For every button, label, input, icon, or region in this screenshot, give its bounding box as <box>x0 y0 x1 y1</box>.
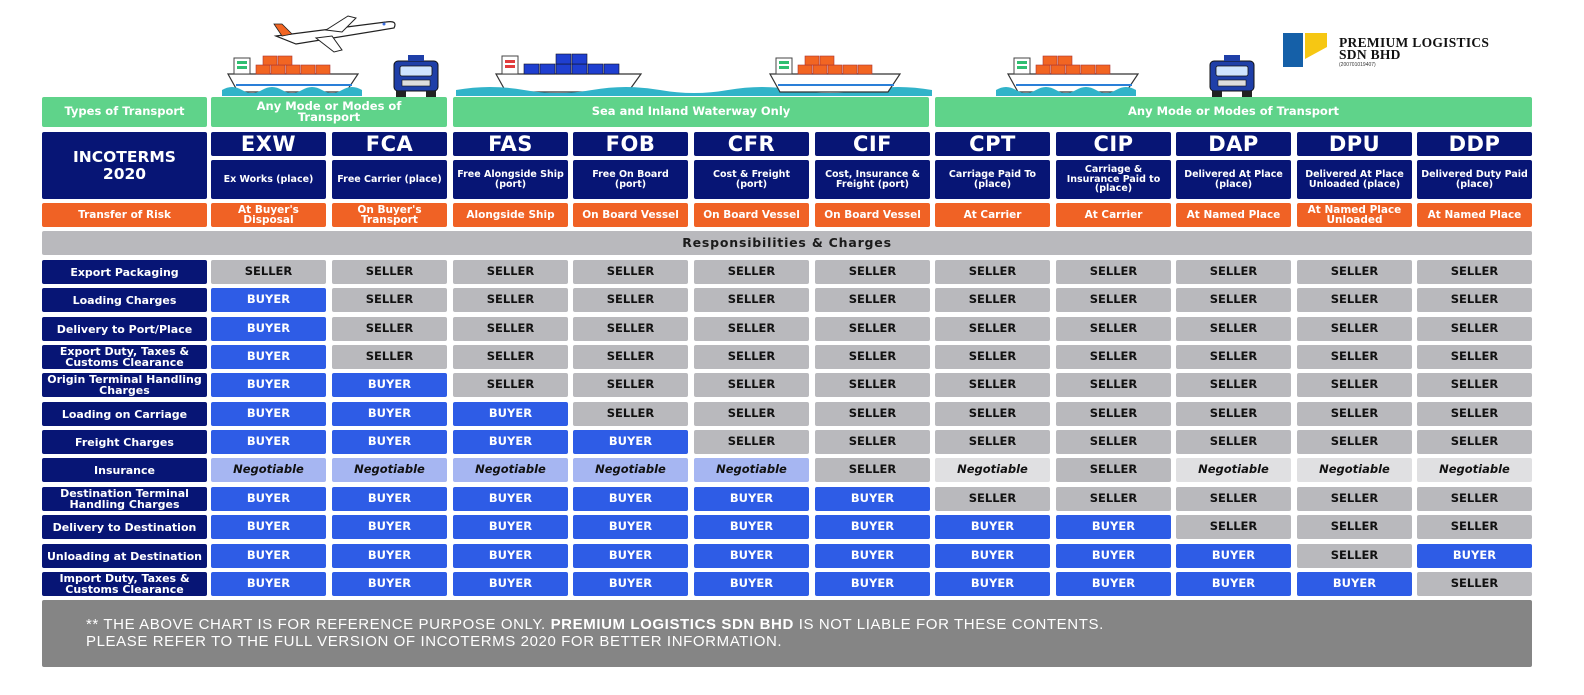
cell-unloading-at-destination-dap: BUYER <box>1176 544 1291 568</box>
cell-export-packaging-cpt: SELLER <box>935 260 1050 284</box>
cell-destination-terminal-handling-charges-cif: BUYER <box>815 487 930 511</box>
transfer-of-risk-dpu: At Named Place Unloaded <box>1297 203 1412 227</box>
cell-freight-charges-exw: BUYER <box>211 430 326 454</box>
cell-loading-on-carriage-fca: BUYER <box>332 402 447 426</box>
cell-delivery-to-port-place-dap: SELLER <box>1176 317 1291 341</box>
cell-origin-terminal-handling-charges-fas: SELLER <box>453 373 568 397</box>
cell-export-packaging-fas: SELLER <box>453 260 568 284</box>
cell-delivery-to-port-place-fob: SELLER <box>573 317 688 341</box>
cell-unloading-at-destination-fas: BUYER <box>453 544 568 568</box>
cell-origin-terminal-handling-charges-fob: SELLER <box>573 373 688 397</box>
cell-destination-terminal-handling-charges-fca: BUYER <box>332 487 447 511</box>
term-fullname-cpt: Carriage Paid To (place) <box>935 160 1050 199</box>
cell-export-duty-taxes-customs-clearance-fob: SELLER <box>573 345 688 369</box>
cell-loading-charges-fca: SELLER <box>332 288 447 312</box>
cell-delivery-to-destination-cif: BUYER <box>815 515 930 539</box>
cell-freight-charges-fas: BUYER <box>453 430 568 454</box>
cell-unloading-at-destination-ddp: BUYER <box>1417 544 1532 568</box>
cell-delivery-to-destination-cpt: BUYER <box>935 515 1050 539</box>
cell-export-packaging-exw: SELLER <box>211 260 326 284</box>
cell-loading-charges-cfr: SELLER <box>694 288 809 312</box>
cell-destination-terminal-handling-charges-fob: BUYER <box>573 487 688 511</box>
cell-export-packaging-ddp: SELLER <box>1417 260 1532 284</box>
cell-import-duty-taxes-customs-clearance-exw: BUYER <box>211 572 326 596</box>
cell-delivery-to-port-place-cif: SELLER <box>815 317 930 341</box>
cell-freight-charges-fca: BUYER <box>332 430 447 454</box>
cell-import-duty-taxes-customs-clearance-cip: BUYER <box>1056 572 1171 596</box>
row-label-export-packaging: Export Packaging <box>42 260 207 284</box>
cell-loading-on-carriage-cip: SELLER <box>1056 402 1171 426</box>
cell-loading-charges-cip: SELLER <box>1056 288 1171 312</box>
cell-import-duty-taxes-customs-clearance-ddp: SELLER <box>1417 572 1532 596</box>
cell-delivery-to-destination-fca: BUYER <box>332 515 447 539</box>
cell-loading-on-carriage-exw: BUYER <box>211 402 326 426</box>
term-fullname-fas: Free Alongside Ship (port) <box>453 160 568 199</box>
company-logo <box>1283 33 1543 69</box>
cell-unloading-at-destination-cip: BUYER <box>1056 544 1171 568</box>
cell-export-duty-taxes-customs-clearance-cif: SELLER <box>815 345 930 369</box>
cell-loading-charges-fas: SELLER <box>453 288 568 312</box>
term-code-dap: DAP <box>1176 132 1291 156</box>
responsibilities-header: Responsibilities & Charges <box>42 231 1532 255</box>
company-name-line2: SDN BHD <box>1339 47 1401 62</box>
term-code-fas: FAS <box>453 132 568 156</box>
transfer-of-risk-dap: At Named Place <box>1176 203 1291 227</box>
airplane-icon <box>274 16 395 52</box>
cell-origin-terminal-handling-charges-cif: SELLER <box>815 373 930 397</box>
cell-unloading-at-destination-cfr: BUYER <box>694 544 809 568</box>
transfer-of-risk-cip: At Carrier <box>1056 203 1171 227</box>
row-label-delivery-to-port-place: Delivery to Port/Place <box>42 317 207 341</box>
cell-freight-charges-cfr: SELLER <box>694 430 809 454</box>
cargo-ship-icon <box>770 56 900 92</box>
cell-loading-on-carriage-cfr: SELLER <box>694 402 809 426</box>
cell-loading-on-carriage-fas: BUYER <box>453 402 568 426</box>
cell-export-duty-taxes-customs-clearance-cfr: SELLER <box>694 345 809 369</box>
term-code-dpu: DPU <box>1297 132 1412 156</box>
cell-export-packaging-dpu: SELLER <box>1297 260 1412 284</box>
cell-import-duty-taxes-customs-clearance-fob: BUYER <box>573 572 688 596</box>
cell-freight-charges-fob: BUYER <box>573 430 688 454</box>
cell-insurance-fas: Negotiable <box>453 458 568 482</box>
row-label-origin-terminal-handling-charges: Origin Terminal Handling Charges <box>42 373 207 397</box>
cell-insurance-dpu: Negotiable <box>1297 458 1412 482</box>
transfer-of-risk-cfr: On Board Vessel <box>694 203 809 227</box>
cell-import-duty-taxes-customs-clearance-cpt: BUYER <box>935 572 1050 596</box>
cargo-ship-icon <box>228 56 358 92</box>
cell-unloading-at-destination-cpt: BUYER <box>935 544 1050 568</box>
cell-delivery-to-port-place-cip: SELLER <box>1056 317 1171 341</box>
cell-export-packaging-dap: SELLER <box>1176 260 1291 284</box>
cell-loading-charges-ddp: SELLER <box>1417 288 1532 312</box>
cell-origin-terminal-handling-charges-fca: BUYER <box>332 373 447 397</box>
cell-insurance-fob: Negotiable <box>573 458 688 482</box>
transfer-of-risk-fob: On Board Vessel <box>573 203 688 227</box>
cell-delivery-to-port-place-fas: SELLER <box>453 317 568 341</box>
term-fullname-dpu: Delivered At Place Unloaded (place) <box>1297 160 1412 199</box>
cargo-ship-icon <box>1008 56 1138 92</box>
cell-origin-terminal-handling-charges-cfr: SELLER <box>694 373 809 397</box>
cell-loading-on-carriage-cpt: SELLER <box>935 402 1050 426</box>
company-registration: (200701019407) <box>1339 62 1376 68</box>
cell-export-packaging-cif: SELLER <box>815 260 930 284</box>
transfer-of-risk-cif: On Board Vessel <box>815 203 930 227</box>
cell-loading-charges-cpt: SELLER <box>935 288 1050 312</box>
transport-group-sea: Sea and Inland Waterway Only <box>453 97 929 127</box>
cargo-ship-icon <box>496 54 641 92</box>
cell-freight-charges-cif: SELLER <box>815 430 930 454</box>
cell-freight-charges-cip: SELLER <box>1056 430 1171 454</box>
cell-insurance-cpt: Negotiable <box>935 458 1050 482</box>
term-code-exw: EXW <box>211 132 326 156</box>
cell-insurance-cif: SELLER <box>815 458 930 482</box>
term-code-fca: FCA <box>332 132 447 156</box>
company-logo-icon <box>1283 33 1327 67</box>
cell-destination-terminal-handling-charges-ddp: SELLER <box>1417 487 1532 511</box>
cell-loading-charges-dap: SELLER <box>1176 288 1291 312</box>
truck-icon <box>394 55 438 98</box>
cell-unloading-at-destination-fob: BUYER <box>573 544 688 568</box>
row-label-unloading-at-destination: Unloading at Destination <box>42 544 207 568</box>
cell-export-packaging-cfr: SELLER <box>694 260 809 284</box>
cell-loading-on-carriage-fob: SELLER <box>573 402 688 426</box>
cell-freight-charges-dpu: SELLER <box>1297 430 1412 454</box>
term-fullname-dap: Delivered At Place (place) <box>1176 160 1291 199</box>
cell-freight-charges-cpt: SELLER <box>935 430 1050 454</box>
cell-insurance-cip: SELLER <box>1056 458 1171 482</box>
cell-destination-terminal-handling-charges-fas: BUYER <box>453 487 568 511</box>
term-fullname-fca: Free Carrier (place) <box>332 160 447 199</box>
cell-unloading-at-destination-dpu: SELLER <box>1297 544 1412 568</box>
row-label-destination-terminal-handling-charges: Destination Terminal Handling Charges <box>42 487 207 511</box>
term-code-cpt: CPT <box>935 132 1050 156</box>
cell-origin-terminal-handling-charges-cpt: SELLER <box>935 373 1050 397</box>
cell-unloading-at-destination-cif: BUYER <box>815 544 930 568</box>
disclaimer-company: PREMIUM LOGISTICS SDN BHD <box>550 616 794 633</box>
cell-unloading-at-destination-exw: BUYER <box>211 544 326 568</box>
cell-insurance-cfr: Negotiable <box>694 458 809 482</box>
term-fullname-exw: Ex Works (place) <box>211 160 326 199</box>
cell-export-duty-taxes-customs-clearance-ddp: SELLER <box>1417 345 1532 369</box>
cell-origin-terminal-handling-charges-cip: SELLER <box>1056 373 1171 397</box>
cell-loading-charges-dpu: SELLER <box>1297 288 1412 312</box>
cell-loading-charges-exw: BUYER <box>211 288 326 312</box>
cell-destination-terminal-handling-charges-exw: BUYER <box>211 487 326 511</box>
cell-import-duty-taxes-customs-clearance-cfr: BUYER <box>694 572 809 596</box>
term-fullname-ddp: Delivered Duty Paid (place) <box>1417 160 1532 199</box>
transfer-of-risk-fas: Alongside Ship <box>453 203 568 227</box>
cell-origin-terminal-handling-charges-exw: BUYER <box>211 373 326 397</box>
cell-destination-terminal-handling-charges-cpt: SELLER <box>935 487 1050 511</box>
cell-destination-terminal-handling-charges-dap: SELLER <box>1176 487 1291 511</box>
cell-insurance-fca: Negotiable <box>332 458 447 482</box>
row-label-import-duty-taxes-customs-clearance: Import Duty, Taxes & Customs Clearance <box>42 572 207 596</box>
term-fullname-cif: Cost, Insurance & Freight (port) <box>815 160 930 199</box>
cell-import-duty-taxes-customs-clearance-fas: BUYER <box>453 572 568 596</box>
disclaimer-footer <box>42 600 1532 667</box>
cell-loading-charges-fob: SELLER <box>573 288 688 312</box>
cell-delivery-to-destination-dpu: SELLER <box>1297 515 1412 539</box>
cell-destination-terminal-handling-charges-cfr: BUYER <box>694 487 809 511</box>
cell-origin-terminal-handling-charges-dpu: SELLER <box>1297 373 1412 397</box>
cell-delivery-to-port-place-fca: SELLER <box>332 317 447 341</box>
term-fullname-cfr: Cost & Freight (port) <box>694 160 809 199</box>
types-of-transport-label: Types of Transport <box>42 97 207 127</box>
cell-origin-terminal-handling-charges-ddp: SELLER <box>1417 373 1532 397</box>
cell-delivery-to-destination-cip: BUYER <box>1056 515 1171 539</box>
transfer-of-risk-label: Transfer of Risk <box>42 203 207 227</box>
disclaimer-prefix: ** THE ABOVE CHART IS FOR REFERENCE PURPOSE ONLY. <box>86 616 546 633</box>
company-name-line1: PREMIUM LOGISTICS <box>1339 35 1490 50</box>
cell-freight-charges-dap: SELLER <box>1176 430 1291 454</box>
cell-delivery-to-destination-exw: BUYER <box>211 515 326 539</box>
cell-export-duty-taxes-customs-clearance-exw: BUYER <box>211 345 326 369</box>
cell-export-duty-taxes-customs-clearance-dpu: SELLER <box>1297 345 1412 369</box>
cell-delivery-to-destination-fas: BUYER <box>453 515 568 539</box>
row-label-insurance: Insurance <box>42 458 207 482</box>
transfer-of-risk-cpt: At Carrier <box>935 203 1050 227</box>
cell-delivery-to-port-place-cpt: SELLER <box>935 317 1050 341</box>
transfer-of-risk-exw: At Buyer's Disposal <box>211 203 326 227</box>
cell-export-packaging-fca: SELLER <box>332 260 447 284</box>
cell-freight-charges-ddp: SELLER <box>1417 430 1532 454</box>
cell-import-duty-taxes-customs-clearance-dap: BUYER <box>1176 572 1291 596</box>
cell-delivery-to-port-place-dpu: SELLER <box>1297 317 1412 341</box>
incoterms-title: INCOTERMS 2020 <box>42 132 207 199</box>
transport-group-any-mode-1: Any Mode or Modes of Transport <box>211 97 447 127</box>
term-code-cif: CIF <box>815 132 930 156</box>
cell-export-duty-taxes-customs-clearance-fca: SELLER <box>332 345 447 369</box>
disclaimer-line-1 <box>86 616 1532 633</box>
term-code-cip: CIP <box>1056 132 1171 156</box>
cell-delivery-to-destination-fob: BUYER <box>573 515 688 539</box>
cell-loading-on-carriage-ddp: SELLER <box>1417 402 1532 426</box>
row-label-loading-charges: Loading Charges <box>42 288 207 312</box>
cell-export-duty-taxes-customs-clearance-fas: SELLER <box>453 345 568 369</box>
row-label-loading-on-carriage: Loading on Carriage <box>42 402 207 426</box>
transport-group-any-mode-2: Any Mode or Modes of Transport <box>935 97 1532 127</box>
term-fullname-fob: Free On Board (port) <box>573 160 688 199</box>
cell-delivery-to-port-place-ddp: SELLER <box>1417 317 1532 341</box>
cell-insurance-dap: Negotiable <box>1176 458 1291 482</box>
term-code-ddp: DDP <box>1417 132 1532 156</box>
cell-delivery-to-destination-ddp: SELLER <box>1417 515 1532 539</box>
transfer-of-risk-fca: On Buyer's Transport <box>332 203 447 227</box>
row-label-delivery-to-destination: Delivery to Destination <box>42 515 207 539</box>
disclaimer-suffix: IS NOT LIABLE FOR THESE CONTENTS. <box>798 616 1104 633</box>
cell-insurance-ddp: Negotiable <box>1417 458 1532 482</box>
cell-loading-charges-cif: SELLER <box>815 288 930 312</box>
cell-export-duty-taxes-customs-clearance-cip: SELLER <box>1056 345 1171 369</box>
cell-unloading-at-destination-fca: BUYER <box>332 544 447 568</box>
cell-loading-on-carriage-dpu: SELLER <box>1297 402 1412 426</box>
cell-export-duty-taxes-customs-clearance-cpt: SELLER <box>935 345 1050 369</box>
term-code-fob: FOB <box>573 132 688 156</box>
cell-delivery-to-destination-cfr: BUYER <box>694 515 809 539</box>
cell-loading-on-carriage-dap: SELLER <box>1176 402 1291 426</box>
cell-destination-terminal-handling-charges-cip: SELLER <box>1056 487 1171 511</box>
term-code-cfr: CFR <box>694 132 809 156</box>
cell-destination-terminal-handling-charges-dpu: SELLER <box>1297 487 1412 511</box>
cell-delivery-to-port-place-cfr: SELLER <box>694 317 809 341</box>
cell-loading-on-carriage-cif: SELLER <box>815 402 930 426</box>
cell-delivery-to-port-place-exw: BUYER <box>211 317 326 341</box>
transfer-of-risk-ddp: At Named Place <box>1417 203 1532 227</box>
cell-export-packaging-fob: SELLER <box>573 260 688 284</box>
cell-export-duty-taxes-customs-clearance-dap: SELLER <box>1176 345 1291 369</box>
row-label-freight-charges: Freight Charges <box>42 430 207 454</box>
cell-export-packaging-cip: SELLER <box>1056 260 1171 284</box>
cell-delivery-to-destination-dap: SELLER <box>1176 515 1291 539</box>
disclaimer-line-2: PLEASE REFER TO THE FULL VERSION OF INCOTERMS 2020 FOR BETTER INFORMATION. <box>86 633 783 650</box>
cell-insurance-exw: Negotiable <box>211 458 326 482</box>
cell-origin-terminal-handling-charges-dap: SELLER <box>1176 373 1291 397</box>
cell-import-duty-taxes-customs-clearance-cif: BUYER <box>815 572 930 596</box>
cell-import-duty-taxes-customs-clearance-fca: BUYER <box>332 572 447 596</box>
cell-import-duty-taxes-customs-clearance-dpu: BUYER <box>1297 572 1412 596</box>
term-fullname-cip: Carriage & Insurance Paid to (place) <box>1056 160 1171 199</box>
row-label-export-duty-taxes-customs-clearance: Export Duty, Taxes & Customs Clearance <box>42 345 207 369</box>
truck-icon <box>1210 55 1254 98</box>
